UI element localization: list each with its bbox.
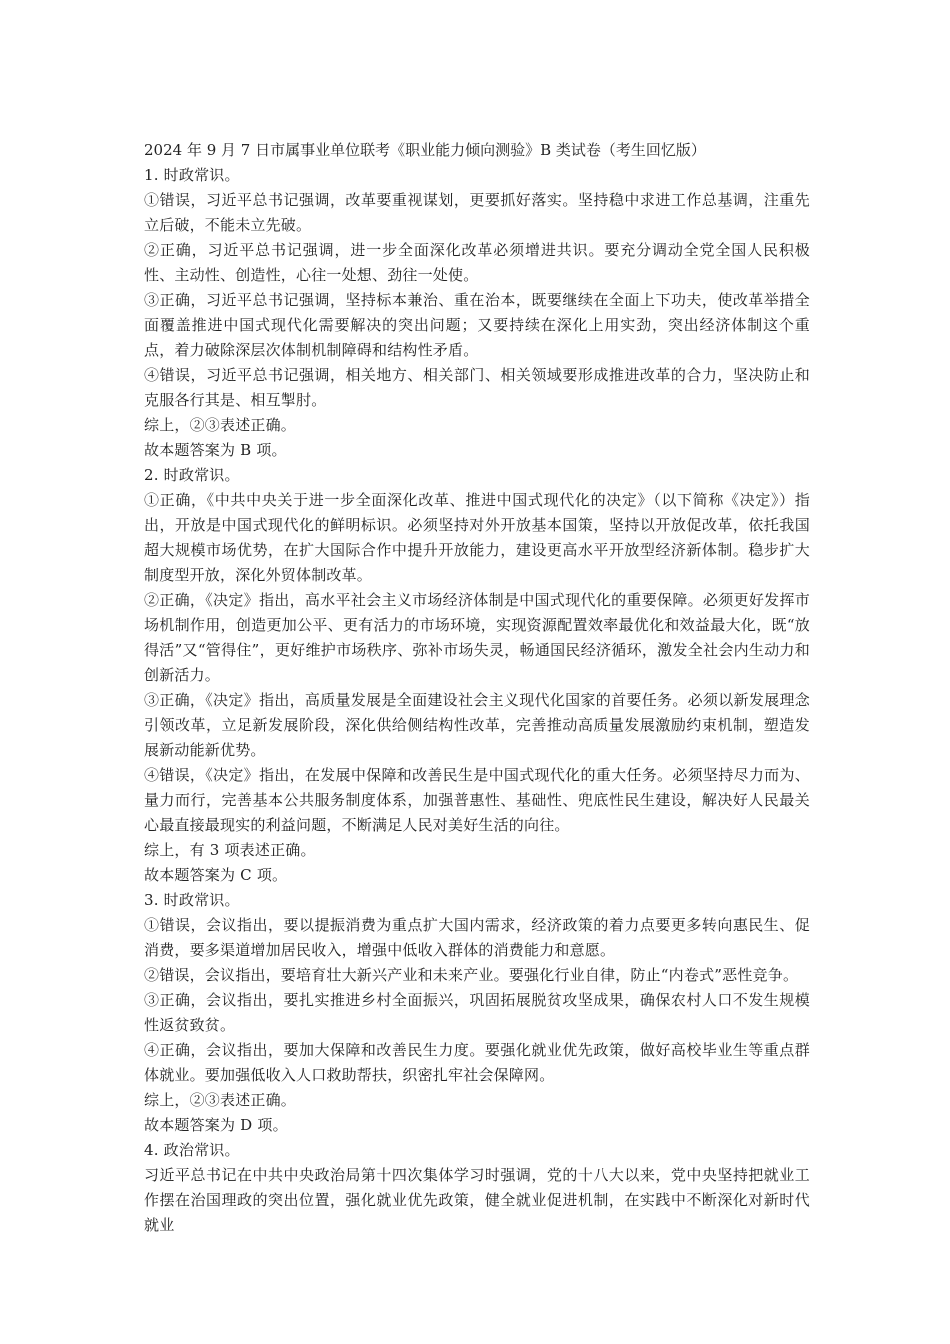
answer-paragraph: ②正确，《决定》指出，高水平社会主义市场经济体制是中国式现代化的重要保障。必须更好发挥市场机制作用，创造更加公平、更有活力的市场环境，实现资源配置效率最优化和效益最大化，既“放得活”又“管得住”，更好维护市场秩序、弥补市场失灵，畅通国民经济循环，激发全社会内生动力和创新活力。 (144, 591, 810, 684)
answer-paragraph: 习近平总书记在中共中央政治局第十四次集体学习时强调，党的十八大以来，党中央坚持把就业工作摆在治国理政的突出位置，强化就业优先政策，健全就业促进机制，在实践中不断深化对新时代就业 (144, 1166, 810, 1234)
answer-line: 故本题答案为 D 项。 (144, 1116, 288, 1134)
answer-paragraph: ④正确，会议指出，要加大保障和改善民生力度。要强化就业优先政策，做好高校毕业生等重点群体就业。要加强低收入人口救助帮扶，织密扎牢社会保障网。 (144, 1041, 810, 1084)
question-heading: 1. 时政常识。 (144, 166, 240, 184)
summary-line: 综上，②③表述正确。 (144, 416, 297, 434)
summary-line: 综上，②③表述正确。 (144, 1091, 297, 1109)
question-heading: 2. 时政常识。 (144, 466, 240, 484)
document-body (144, 138, 810, 1238)
question-heading: 4. 政治常识。 (144, 1141, 240, 1159)
answer-paragraph: ③正确，《决定》指出，高质量发展是全面建设社会主义现代化国家的首要任务。必须以新发展理念引领改革，立足新发展阶段，深化供给侧结构性改革，完善推动高质量发展激励约束机制，塑造发展新动能新优势。 (144, 691, 810, 759)
answer-paragraph: ①错误，会议指出，要以提振消费为重点扩大国内需求，经济政策的着力点要更多转向惠民生、促消费，要多渠道增加居民收入，增强中低收入群体的消费能力和意愿。 (144, 916, 810, 959)
answer-line: 故本题答案为 B 项。 (144, 441, 287, 459)
summary-line: 综上，有 3 项表述正确。 (144, 841, 316, 859)
answer-paragraph: ③正确，习近平总书记强调，坚持标本兼治、重在治本，既要继续在全面上下功夫，使改革举措全面覆盖推进中国式现代化需要解决的突出问题；又要持续在深化上用实劲，突出经济体制这个重点，着力破除深层次体制机制障碍和结构性矛盾。 (144, 291, 810, 359)
answer-paragraph: ④错误，习近平总书记强调，相关地方、相关部门、相关领域要形成推进改革的合力，坚决防止和克服各行其是、相互掣肘。 (144, 366, 810, 409)
answer-paragraph: ②错误，会议指出，要培育壮大新兴产业和未来产业。要强化行业自律，防止“内卷式”恶性竞争。 (144, 966, 799, 984)
answer-paragraph: ②正确，习近平总书记强调，进一步全面深化改革必须增进共识。要充分调动全党全国人民积极性、主动性、创造性，心往一处想、劲往一处使。 (144, 241, 810, 284)
document-title: 2024 年 9 月 7 日市属事业单位联考《职业能力倾向测验》B 类试卷（考生回忆版） (144, 141, 706, 159)
answer-paragraph: ④错误，《决定》指出，在发展中保障和改善民生是中国式现代化的重大任务。必须坚持尽力而为、量力而行，完善基本公共服务制度体系，加强普惠性、基础性、兜底性民生建设，解决好人民最关心最直接最现实的利益问题，不断满足人民对美好生活的向往。 (144, 766, 810, 834)
answer-paragraph: ③正确，会议指出，要扎实推进乡村全面振兴，巩固拓展脱贫攻坚成果，确保农村人口不发生规模性返贫致贫。 (144, 991, 810, 1034)
answer-paragraph: ①错误，习近平总书记强调，改革要重视谋划，更要抓好落实。坚持稳中求进工作总基调，注重先立后破，不能未立先破。 (144, 191, 810, 234)
answer-line: 故本题答案为 C 项。 (144, 866, 288, 884)
question-heading: 3. 时政常识。 (144, 891, 240, 909)
answer-paragraph: ①正确，《中共中央关于进一步全面深化改革、推进中国式现代化的决定》（以下简称《决定》）指出，开放是中国式现代化的鲜明标识。必须坚持对外开放基本国策，坚持以开放促改革，依托我国超大规模市场优势，在扩大国际合作中提升开放能力，建设更高水平开放型经济新体制。稳步扩大制度型开放，深化外贸体制改革。 (144, 491, 810, 584)
